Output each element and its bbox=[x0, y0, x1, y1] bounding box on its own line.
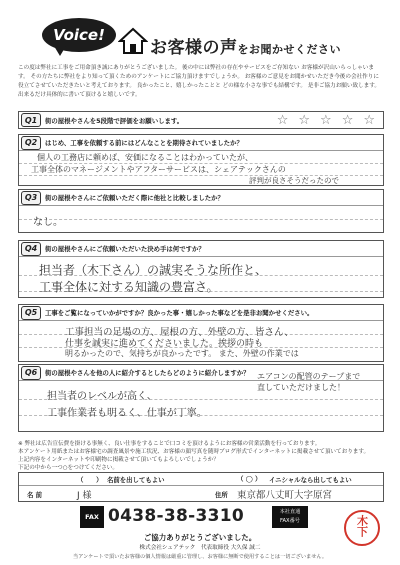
question-number: Q1 bbox=[21, 113, 41, 127]
star-icon[interactable]: ☆ bbox=[298, 113, 311, 128]
question-number: Q6 bbox=[21, 366, 41, 380]
question-text: 街の屋根やさんを他の人に紹介するとしたらどのように紹介しますか？ bbox=[45, 369, 250, 377]
question-number: Q3 bbox=[21, 191, 41, 205]
voice-badge: Voice! bbox=[42, 18, 116, 52]
question-4 bbox=[18, 240, 384, 298]
name-address-table bbox=[18, 472, 384, 502]
option-full-name-circle[interactable]: （ ） bbox=[77, 476, 103, 484]
fax-number: 0438-38-3310 bbox=[108, 506, 244, 526]
answer-line: 明るかったので、気持ちが良かったです。 また、外壁の作業では bbox=[65, 349, 299, 358]
thanks-message: ご協力ありがとうございました。 bbox=[143, 533, 257, 542]
question-1 bbox=[18, 111, 384, 129]
question-3 bbox=[18, 189, 384, 233]
header bbox=[0, 0, 400, 62]
name-value: J 様 bbox=[77, 491, 92, 501]
answer-line: 担当者のレベルが高く、 bbox=[47, 391, 157, 402]
answer-line: 工事担当の足場の方、屋根の方、外壁の方、皆さん、 bbox=[65, 327, 294, 338]
star-icon[interactable]: ☆ bbox=[363, 113, 375, 128]
note-line: 本アンケート用紙またはお客様宅の調査風景や施工状況、お客様の顔写真を随時ブログ形式でインターネットに掲載させて頂いております。 bbox=[18, 449, 370, 455]
note-line: 下記の中から一つ○をつけてください。 bbox=[18, 465, 118, 471]
hanko-stamp: 木下 bbox=[344, 510, 380, 546]
question-number: Q5 bbox=[21, 306, 41, 320]
question-text: はじめ、工事を依頼する前にはどんなことを期待されていましたか？ bbox=[45, 139, 243, 147]
question-text: 工事をご覧になっていかがですか？良かった事・嬉しかった事などを是非お聞かせください。 bbox=[45, 309, 314, 317]
answer-line: 個人の工務店に頼めば、安価になることはわかっていたが、 bbox=[37, 153, 253, 162]
answer-line: なし。 bbox=[33, 217, 63, 228]
page-title bbox=[150, 33, 341, 58]
answer-line: 工事作業者も明るく、仕事が丁寧。 bbox=[47, 408, 207, 419]
question-6 bbox=[18, 364, 384, 432]
publication-consent-note bbox=[18, 440, 384, 472]
answer-line: 担当者（木下さん）の誠実そうな所作と、 bbox=[39, 263, 268, 277]
intro-text: この度は弊社に工事をご用命頂き誠にありがとうございました。 後の中には弊社の存在やサービスをご存知ない お客様が沢山いらっしゃいます。 その方たちに弊社をより知って頂くためのアンケートにご協力頂けますでしょうか。 お客様のご意見をお聞かせいただき今後の会社作りに役立てさせていただきたいと考えております。 良かったこと、嬉しかったことと どの様な小さな事でも結構です。 是非ご協力お願い致します。 出来るだけ具体的に書いて頂けると嬉しいです。 bbox=[18, 65, 380, 98]
fax-badge: FAX bbox=[80, 506, 104, 528]
answer-line: 仕事を誠実に進めてくださいました。挨拶の時も bbox=[65, 339, 264, 349]
answer-line: 工事全体に対する知識の豊富さ。 bbox=[39, 280, 219, 294]
question-text: 街の屋根やさんを5段階で評価をお願いします。 bbox=[45, 116, 184, 125]
option-initial: イニシャルなら出してもよい bbox=[269, 476, 352, 484]
name-label: 名 前 bbox=[27, 491, 43, 499]
title-main: お客様の声 bbox=[150, 38, 238, 58]
option-initial-circle[interactable]: （ ◯ ） bbox=[237, 475, 262, 483]
question-2 bbox=[18, 134, 384, 186]
star-icon[interactable]: ☆ bbox=[320, 113, 332, 128]
star-icon[interactable]: ☆ bbox=[341, 113, 354, 128]
star-icon[interactable]: ☆ bbox=[276, 113, 289, 128]
house-icon bbox=[118, 26, 148, 56]
question-text: 街の屋根やさんにご依頼いただく際に他社と比較しましたか？ bbox=[45, 194, 224, 202]
fax-side-label: 本社直通 FAX番号 bbox=[272, 506, 308, 528]
privacy-note: 当アンケートで頂いたお客様の個人情報は厳重に管理し、お客様に無断で使用することは一切ございません。 bbox=[72, 554, 328, 560]
address-value: 東京都八丈町大字原宮 bbox=[237, 490, 333, 501]
question-5 bbox=[18, 304, 384, 362]
fax-block bbox=[80, 506, 300, 528]
rating-stars[interactable] bbox=[277, 113, 375, 128]
option-full-name: 名前を出してもよい bbox=[107, 476, 165, 484]
question-number: Q4 bbox=[21, 242, 41, 256]
voice-badge-tail bbox=[54, 46, 66, 56]
side-answer-line: エアコンの配管のテープまで bbox=[257, 372, 361, 381]
company-signature: 株式会社シェアテック 代表取締役 大久保 誠二 bbox=[139, 545, 261, 551]
note-line: 上記内容をインターネットや印刷物に掲載させて頂いてもよろしいでしょうか？ bbox=[18, 457, 219, 463]
answer-line: 評判が良さそうだったので bbox=[249, 176, 339, 185]
address-label: 住所 bbox=[215, 491, 228, 499]
note-line: ※ 弊社は広告宣伝費を掛ける事無く、良い仕事をすることで口コミを頂けるようにお客様の営業活動を行っております。 bbox=[18, 441, 321, 447]
question-text: 街の屋根やさんにご依頼いただいた決め手は何ですか？ bbox=[45, 245, 205, 253]
side-answer-line: 直していただけました！ bbox=[257, 383, 345, 392]
answer-line: 工事全体のマネージメントやアフターサービスは、シェアテックさんの bbox=[31, 165, 286, 174]
question-number: Q2 bbox=[21, 136, 41, 150]
title-suffix: をお聞かせください bbox=[237, 43, 341, 56]
